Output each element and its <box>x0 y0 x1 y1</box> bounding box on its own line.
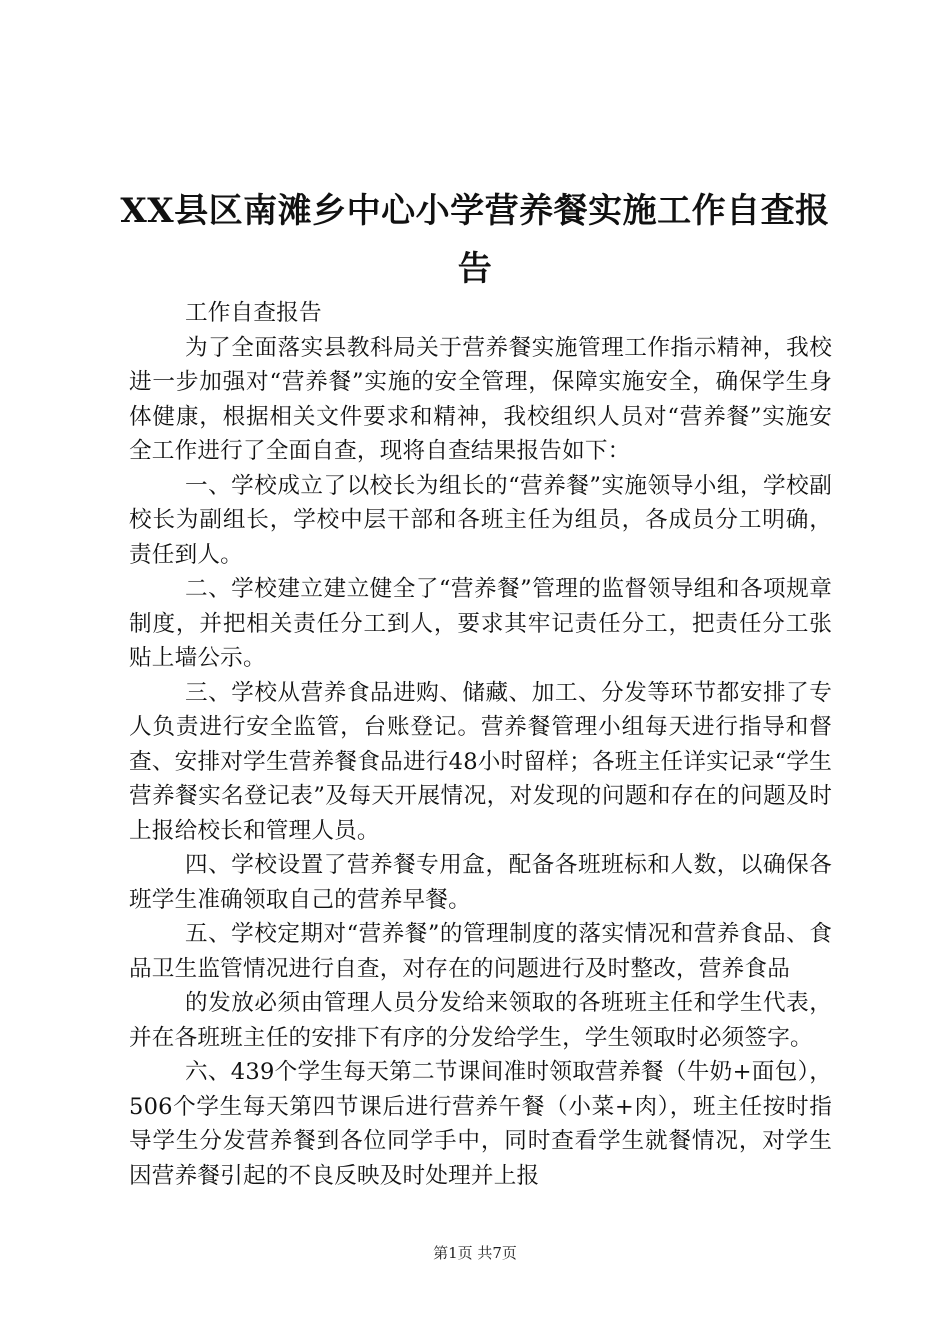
paragraph-intro: 为了全面落实县教科局关于营养餐实施管理工作指示精神，我校进一步加强对“营养餐”实施的安全管理，保障实施安全，确保学生身体健康，根据相关文件要求和精神，我校组织人员对“营养餐”实施安全工作进行了全面自查，现将自查结果报告如下： <box>129 334 832 464</box>
paragraph-item-3: 三、学校从营养食品进购、储藏、加工、分发等环节都安排了专人负责进行安全监管，台账登记。营养餐管理小组每天进行指导和督查、安排对学生营养餐食品进行48小时留样；各班主任详实记录“学生营养餐实名登记表”及每天开展情况，对发现的问题和存在的问题及时上报给校长和管理人员。 <box>129 679 832 844</box>
document-title: XX县区南滩乡中心小学营养餐实施工作自查报告 <box>120 191 830 289</box>
paragraph-item-6: 六、439个学生每天第二节课间准时领取营养餐（牛奶+面包），506个学生每天第四节课后进行营养午餐（小菜+肉），班主任按时指导学生分发营养餐到各位同学手中，同时查看学生就餐情况，对学生因营养餐引起的不良反映及时处理并上报 <box>129 1059 832 1189</box>
paragraph-item-2: 二、学校建立建立健全了“营养餐”管理的监督领导组和各项规章制度，并把相关责任分工到人，要求其牢记责任分工，把责任分工张贴上墙公示。 <box>129 576 832 671</box>
paragraph-item-4: 四、学校设置了营养餐专用盒，配备各班班标和人数，以确保各班学生准确领取自己的营养早餐。 <box>129 852 832 913</box>
paragraph-subtitle: 工作自查报告 <box>185 300 322 326</box>
document-body <box>129 296 832 1193</box>
paragraph-item-5: 五、学校定期对“营养餐”的管理制度的落实情况和营养食品、食品卫生监管情况进行自查，对存在的问题进行及时整改，营养食品 <box>129 921 832 982</box>
paragraph-item-1: 一、学校成立了以校长为组长的“营养餐”实施领导小组，学校副校长为副组长，学校中层干部和各班主任为组员，各成员分工明确，责任到人。 <box>129 472 832 568</box>
paragraph-item-5-continued: 的发放必须由管理人员分发给来领取的各班班主任和学生代表，并在各班班主任的安排下有序的分发给学生，学生领取时必须签字。 <box>129 990 832 1051</box>
page-footer: 第1页 共7页 <box>433 1244 517 1262</box>
